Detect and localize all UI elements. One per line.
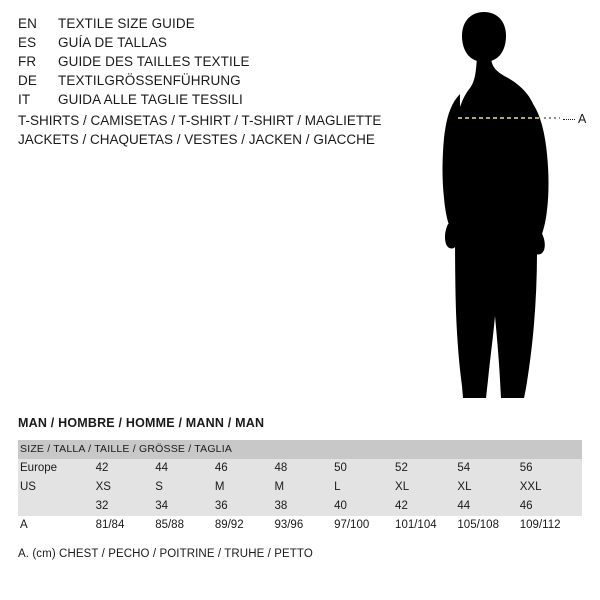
table-cell: XXL bbox=[520, 478, 582, 497]
table-cell: 85/88 bbox=[155, 516, 215, 535]
table-cell: 81/84 bbox=[96, 516, 156, 535]
table-cell: XL bbox=[457, 478, 519, 497]
table-cell: 40 bbox=[334, 497, 395, 516]
table-row bbox=[18, 516, 582, 535]
table-cell: 105/108 bbox=[457, 516, 519, 535]
measure-label-text: A bbox=[578, 112, 587, 126]
category-line-jackets: JACKETS / CHAQUETAS / VESTES / JACKEN / GIACCHE bbox=[18, 132, 375, 147]
category-block bbox=[18, 111, 418, 149]
table-cell: XS bbox=[96, 478, 156, 497]
row-label: Europe bbox=[18, 459, 96, 478]
language-header-block bbox=[18, 16, 378, 111]
table-cell: 44 bbox=[155, 459, 215, 478]
table-cell: S bbox=[155, 478, 215, 497]
size-table bbox=[18, 440, 582, 535]
table-title: MAN / HOMBRE / HOMME / MANN / MAN bbox=[18, 416, 265, 430]
table-cell: 32 bbox=[96, 497, 156, 516]
language-row bbox=[18, 16, 378, 35]
mannequin-figure bbox=[400, 8, 600, 408]
row-label bbox=[18, 497, 96, 516]
category-line-tshirts: T-SHIRTS / CAMISETAS / T-SHIRT / T-SHIRT / MAGLIETTE bbox=[18, 113, 382, 128]
language-row bbox=[18, 54, 378, 73]
table-cell: XL bbox=[395, 478, 457, 497]
measure-dash-icon bbox=[563, 119, 575, 120]
language-code: ES bbox=[18, 35, 37, 50]
table-cell: 50 bbox=[334, 459, 395, 478]
row-label: A bbox=[18, 516, 96, 535]
language-title: TEXTILGRÖSSENFÜHRUNG bbox=[58, 73, 241, 88]
table-row bbox=[18, 459, 582, 478]
table-cell: 97/100 bbox=[334, 516, 395, 535]
table-cell: 46 bbox=[520, 497, 582, 516]
language-row bbox=[18, 92, 378, 111]
table-cell: 101/104 bbox=[395, 516, 457, 535]
table-cell: 48 bbox=[274, 459, 334, 478]
table-header-row bbox=[18, 440, 582, 459]
table-cell: 36 bbox=[215, 497, 275, 516]
language-code: IT bbox=[18, 92, 31, 107]
table-cell: 89/92 bbox=[215, 516, 275, 535]
table-footnote: A. (cm) CHEST / PECHO / POITRINE / TRUHE / PETTO bbox=[18, 548, 313, 560]
table-row bbox=[18, 478, 582, 497]
table-cell: 44 bbox=[457, 497, 519, 516]
language-code: EN bbox=[18, 16, 37, 31]
table-header-label: SIZE / TALLA / TAILLE / GRÖSSE / TAGLIA bbox=[18, 440, 582, 459]
table-cell: 38 bbox=[274, 497, 334, 516]
table-cell: 56 bbox=[520, 459, 582, 478]
table-cell: 54 bbox=[457, 459, 519, 478]
language-title: GUIDA ALLE TAGLIE TESSILI bbox=[58, 92, 243, 107]
table-cell: 52 bbox=[395, 459, 457, 478]
language-title: GUIDE DES TAILLES TEXTILE bbox=[58, 54, 250, 69]
man-silhouette-icon bbox=[400, 8, 600, 408]
table-cell: 93/96 bbox=[274, 516, 334, 535]
language-title: GUÍA DE TALLAS bbox=[58, 35, 167, 50]
table-cell: 109/112 bbox=[520, 516, 582, 535]
table-cell: L bbox=[334, 478, 395, 497]
table-cell: 42 bbox=[96, 459, 156, 478]
table-cell: 46 bbox=[215, 459, 275, 478]
language-title: TEXTILE SIZE GUIDE bbox=[58, 16, 195, 31]
language-code: DE bbox=[18, 73, 37, 88]
measure-label-a bbox=[563, 112, 586, 126]
table-row bbox=[18, 497, 582, 516]
language-row bbox=[18, 35, 378, 54]
table-cell: M bbox=[274, 478, 334, 497]
language-row bbox=[18, 73, 378, 92]
table-cell: 34 bbox=[155, 497, 215, 516]
language-code: FR bbox=[18, 54, 37, 69]
table-cell: 42 bbox=[395, 497, 457, 516]
table-cell: M bbox=[215, 478, 275, 497]
row-label: US bbox=[18, 478, 96, 497]
